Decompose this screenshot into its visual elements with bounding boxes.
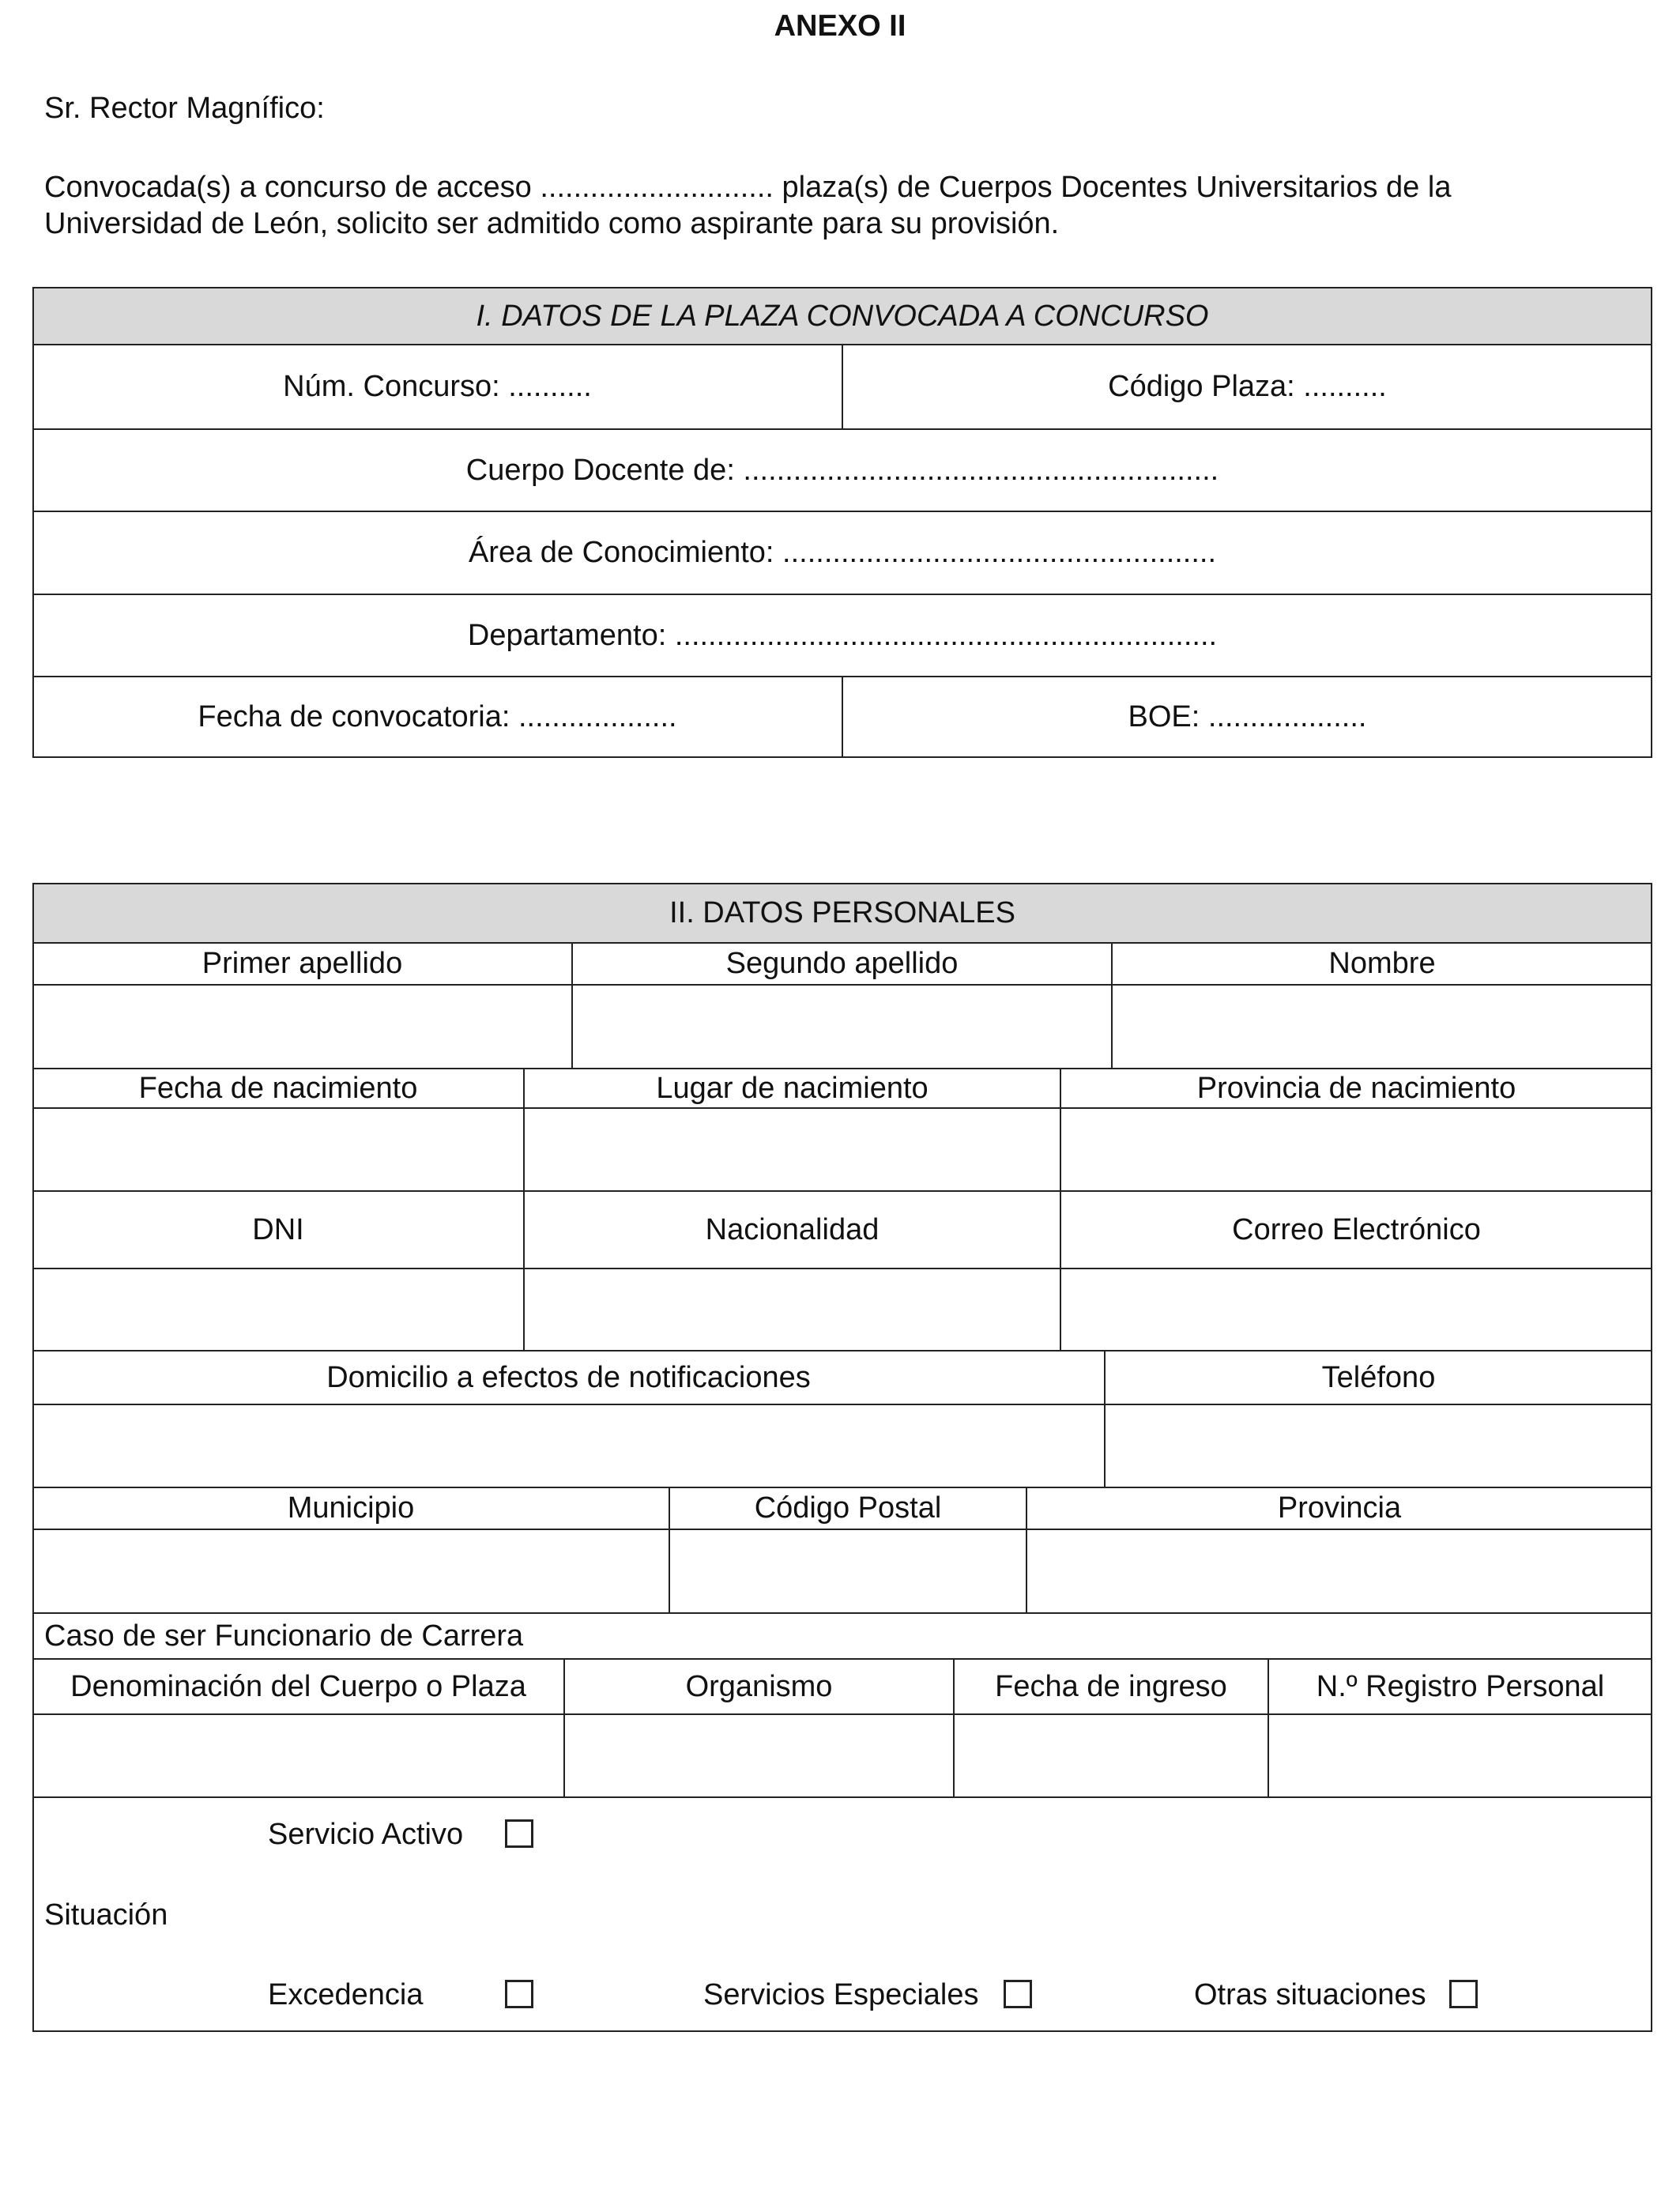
funcionario-label: Caso de ser Funcionario de Carrera xyxy=(44,1619,524,1653)
domicilio-label: Domicilio a efectos de notificaciones xyxy=(326,1360,811,1394)
nacionalidad-label: Nacionalidad xyxy=(705,1212,880,1246)
correo-field[interactable] xyxy=(1061,1269,1652,1350)
nombre-field[interactable] xyxy=(1113,986,1652,1068)
lugar-nacimiento-field[interactable] xyxy=(525,1109,1059,1190)
cuerpo-docente-label: Cuerpo Docente de: ......................................................... xyxy=(465,453,1219,487)
dni-label: DNI xyxy=(252,1212,304,1246)
correo-label: Correo Electrónico xyxy=(1232,1212,1481,1246)
primer-apellido-field[interactable] xyxy=(34,986,571,1068)
salutation: Sr. Rector Magnífico: xyxy=(44,92,325,125)
excedencia-checkbox[interactable] xyxy=(505,1980,533,2008)
num-concurso-label: Núm. Concurso: .......... xyxy=(283,370,592,403)
fecha-nacimiento-label: Fecha de nacimiento xyxy=(138,1071,418,1105)
codigo-plaza-label: Código Plaza: .......... xyxy=(1108,370,1387,403)
nombre-label: Nombre xyxy=(1328,947,1436,980)
area-conocimiento-label: Área de Conocimiento: .................................................... xyxy=(468,536,1217,569)
intro-line-1: Convocada(s) a concurso de acceso ............................ plaza(s) de Cuerpos Docentes Universitarios de la xyxy=(44,171,1452,204)
servicios-especiales-label: Servicios Especiales xyxy=(703,1978,979,2011)
nacionalidad-field[interactable] xyxy=(525,1269,1059,1350)
registro-personal-label: N.º Registro Personal xyxy=(1316,1669,1605,1703)
domicilio-field[interactable] xyxy=(34,1405,1103,1487)
otras-situaciones-label: Otras situaciones xyxy=(1194,1978,1426,2011)
codigo-postal-label: Código Postal xyxy=(754,1491,942,1525)
section-plaza-header: I. DATOS DE LA PLAZA CONVOCADA A CONCURSO xyxy=(476,299,1209,333)
municipio-label: Municipio xyxy=(287,1491,415,1525)
segundo-apellido-label: Segundo apellido xyxy=(725,947,959,980)
fecha-ingreso-field[interactable] xyxy=(955,1715,1267,1796)
document-title: ANEXO II xyxy=(774,9,906,43)
situacion-label: Situación xyxy=(44,1898,168,1932)
otras-situaciones-checkbox[interactable] xyxy=(1449,1980,1478,2008)
codigo-postal-field[interactable] xyxy=(670,1530,1025,1612)
servicio-activo-label: Servicio Activo xyxy=(268,1818,464,1851)
servicios-especiales-checkbox[interactable] xyxy=(1004,1980,1032,2008)
denominacion-label: Denominación del Cuerpo o Plaza xyxy=(70,1669,526,1703)
municipio-field[interactable] xyxy=(34,1530,668,1612)
primer-apellido-label: Primer apellido xyxy=(202,947,403,980)
registro-personal-field[interactable] xyxy=(1269,1715,1652,1796)
organismo-label: Organismo xyxy=(685,1669,833,1703)
intro-line-2: Universidad de León, solicito ser admitido como aspirante para su provisión. xyxy=(44,207,1060,240)
lugar-nacimiento-label: Lugar de nacimiento xyxy=(656,1071,929,1105)
telefono-label: Teléfono xyxy=(1321,1360,1436,1394)
fecha-nacimiento-field[interactable] xyxy=(34,1109,522,1190)
fecha-ingreso-label: Fecha de ingreso xyxy=(995,1669,1227,1703)
provincia-field[interactable] xyxy=(1027,1530,1652,1612)
servicio-activo-checkbox[interactable] xyxy=(505,1819,533,1848)
fecha-convocatoria-label: Fecha de convocatoria: ................... xyxy=(198,699,677,733)
provincia-nacimiento-label: Provincia de nacimiento xyxy=(1196,1071,1516,1105)
excedencia-label: Excedencia xyxy=(268,1978,424,2011)
departamento-label: Departamento: ................................................................. xyxy=(467,618,1218,652)
organismo-field[interactable] xyxy=(565,1715,952,1796)
section-personal-header: II. DATOS PERSONALES xyxy=(669,895,1015,929)
provincia-nacimiento-field[interactable] xyxy=(1061,1109,1652,1190)
provincia-label: Provincia xyxy=(1277,1491,1402,1525)
telefono-field[interactable] xyxy=(1106,1405,1652,1487)
segundo-apellido-field[interactable] xyxy=(573,986,1110,1068)
denominacion-field[interactable] xyxy=(34,1715,563,1796)
dni-field[interactable] xyxy=(34,1269,522,1350)
boe-label: BOE: ................... xyxy=(1128,699,1367,733)
